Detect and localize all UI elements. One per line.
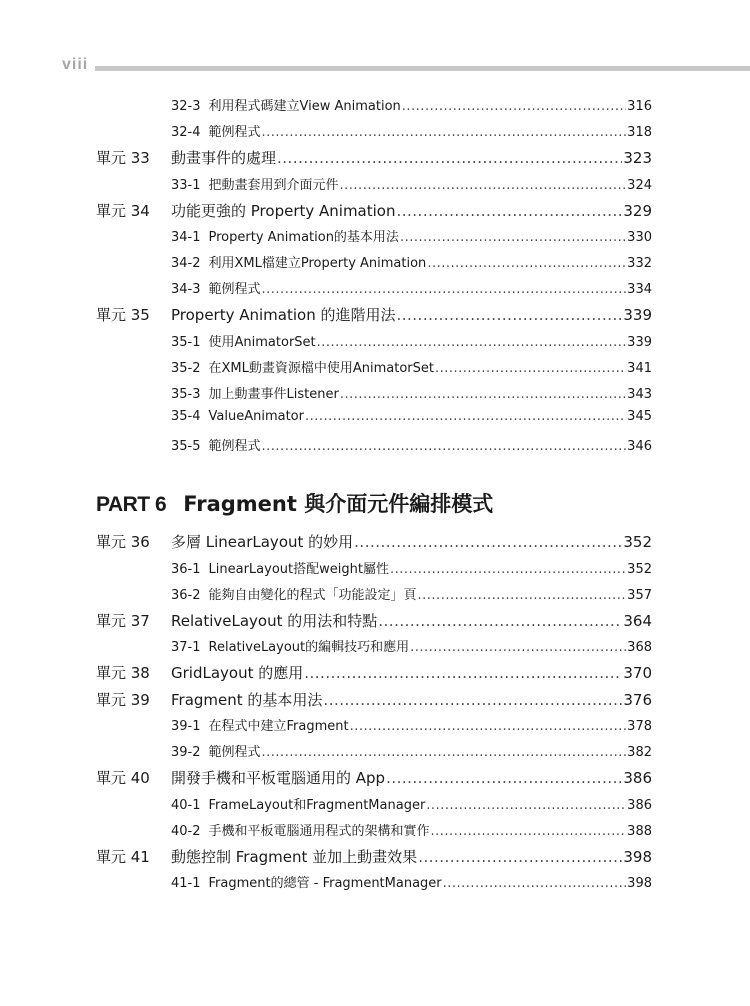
entry-title: Fragment 的基本用法 [171, 690, 323, 709]
unit-label: 單元 36 [96, 533, 150, 551]
toc-section-entry [96, 357, 652, 383]
unit-label: 單元 40 [96, 769, 150, 787]
page-ref: 352 [627, 561, 652, 577]
section-number: 32-4 [171, 125, 201, 140]
section-number: 35-2 [171, 360, 201, 376]
unit-label: 單元 34 [96, 201, 150, 220]
entry-title: 把動畫套用到介面元件 [208, 177, 339, 193]
entry-title: 利用程式碼建立View Animation [208, 99, 401, 114]
page-ref: 382 [627, 745, 652, 760]
toc-section-entry [96, 409, 652, 435]
toc-section-entry [96, 435, 652, 461]
toc-section-entry [96, 872, 652, 898]
dot-leader [400, 230, 626, 245]
dot-leader [277, 149, 622, 167]
page-ref: 398 [623, 847, 652, 866]
page-ref: 357 [627, 587, 652, 603]
page-ref: 339 [627, 334, 652, 350]
entry-title: Property Animation的基本用法 [208, 230, 399, 245]
dot-leader [317, 335, 627, 350]
page-ref: 386 [627, 797, 652, 813]
toc-unit-entry [96, 689, 652, 716]
unit-label: 單元 37 [96, 611, 150, 630]
dot-leader [304, 664, 622, 682]
dot-leader [354, 533, 622, 551]
dot-leader [340, 178, 627, 193]
entry-title: RelativeLayout的編輯技巧和應用 [208, 640, 410, 655]
toc-list-top [96, 95, 652, 461]
unit-label: 單元 39 [96, 690, 150, 709]
toc-unit-entry [96, 531, 652, 558]
toc-list-bottom [96, 531, 652, 898]
page-ref: 316 [627, 99, 652, 114]
entry-title: 在XML動畫資源檔中使用AnimatorSet [208, 360, 434, 376]
toc-section-entry [96, 252, 652, 278]
dot-leader [350, 719, 627, 734]
page-number: viii [62, 56, 89, 73]
page-ref: 343 [627, 386, 652, 402]
entry-title: Fragment的總管 - FragmentManager [208, 876, 442, 891]
entry-title: 多層 LinearLayout 的妙用 [171, 533, 354, 551]
entry-title: FrameLayout和FragmentManager [208, 797, 426, 813]
toc-unit-entry [96, 610, 652, 637]
page-ref: 324 [627, 177, 652, 193]
toc-section-entry [96, 226, 652, 252]
dot-leader [390, 562, 626, 577]
page-ref: 339 [623, 306, 652, 324]
entry-title: GridLayout 的應用 [171, 664, 304, 682]
dot-leader [396, 306, 622, 324]
part-title: Fragment 與介面元件編排模式 [183, 492, 494, 516]
page-ref: 346 [627, 438, 652, 454]
page-ref: 332 [627, 256, 652, 271]
page-ref: 318 [627, 125, 652, 140]
entry-title: 範例程式 [208, 438, 261, 454]
page-ref: 378 [627, 719, 652, 734]
dot-leader [378, 612, 622, 630]
toc-unit-entry [96, 304, 652, 331]
section-number: 35-4 [171, 408, 201, 424]
dot-leader [418, 588, 627, 603]
entry-title: 使用AnimatorSet [208, 334, 316, 350]
entry-title: 能夠自由變化的程式「功能設定」頁 [208, 587, 417, 603]
dot-leader [410, 640, 626, 655]
page-ref: 329 [623, 201, 652, 220]
toc-unit-entry [96, 200, 652, 227]
toc-section-entry [96, 121, 652, 147]
dot-leader [305, 409, 626, 424]
section-number: 36-1 [171, 561, 201, 577]
toc-section-entry [96, 794, 652, 820]
dot-leader [435, 361, 626, 376]
dot-leader [262, 282, 627, 297]
toc-section-entry [96, 584, 652, 610]
page-ref: 341 [627, 360, 652, 376]
dot-leader [262, 745, 627, 760]
toc-section-entry [96, 278, 652, 304]
page-ref: 323 [623, 149, 652, 167]
page-ref: 388 [627, 823, 652, 839]
page-ref: 330 [627, 230, 652, 245]
toc-section-entry [96, 174, 652, 200]
dot-leader [427, 256, 626, 271]
dot-leader [340, 387, 626, 402]
toc-unit-entry [96, 846, 652, 873]
dot-leader [443, 876, 627, 891]
dot-leader [396, 202, 622, 220]
part-label: PART 6 [96, 493, 167, 516]
page-ref: 345 [627, 408, 652, 424]
entry-title: 動態控制 Fragment 並加上動畫效果 [171, 847, 418, 866]
entry-title: 功能更強的 Property Animation [171, 201, 396, 220]
toc-unit-entry [96, 767, 652, 794]
entry-title: 範例程式 [208, 745, 261, 760]
section-number: 34-2 [171, 256, 201, 271]
section-number: 34-3 [171, 282, 201, 297]
entry-title: 範例程式 [208, 282, 261, 297]
page-ref: 334 [627, 282, 652, 297]
section-number: 33-1 [171, 177, 201, 193]
entry-title: 加上動畫事件Listener [208, 386, 339, 402]
toc-section-entry [96, 820, 652, 846]
section-number: 32-3 [171, 99, 201, 114]
dot-leader [402, 99, 626, 114]
section-number: 39-1 [171, 719, 201, 734]
page-ref: 376 [623, 690, 652, 709]
dot-leader [323, 691, 622, 709]
page-ref: 368 [627, 640, 652, 655]
section-number: 35-3 [171, 386, 201, 402]
entry-title: 開發手機和平板電腦通用的 App [171, 769, 386, 787]
page-ref: 370 [623, 664, 652, 682]
dot-leader [426, 798, 626, 813]
toc-section-entry [96, 558, 652, 584]
entry-title: 範例程式 [208, 125, 261, 140]
page-ref: 352 [623, 533, 652, 551]
toc-section-entry [96, 715, 652, 741]
page-ref: 386 [623, 769, 652, 787]
unit-label: 單元 33 [96, 149, 150, 167]
dot-leader [431, 824, 627, 839]
section-number: 41-1 [171, 876, 201, 891]
toc-unit-entry [96, 662, 652, 689]
toc-section-entry [96, 636, 652, 662]
entry-title: 動畫事件的處理 [171, 149, 277, 167]
entry-title: ValueAnimator [208, 408, 304, 424]
unit-label: 單元 38 [96, 664, 150, 682]
toc-section-entry [96, 741, 652, 767]
section-number: 37-1 [171, 640, 201, 655]
dot-leader [262, 125, 627, 140]
page-ref: 364 [623, 611, 652, 630]
dot-leader [418, 848, 622, 866]
toc-section-entry [96, 95, 652, 121]
header-rule [95, 66, 750, 71]
entry-title: LinearLayout搭配weight屬性 [208, 561, 389, 577]
page-header [0, 52, 750, 82]
unit-label: 單元 35 [96, 306, 150, 324]
dot-leader [262, 439, 627, 454]
part-heading [96, 488, 493, 518]
section-number: 34-1 [171, 230, 201, 245]
entry-title: 在程式中建立Fragment [208, 719, 349, 734]
entry-title: RelativeLayout 的用法和特點 [171, 611, 378, 630]
entry-title: 手機和平板電腦通用程式的架構和實作 [208, 823, 430, 839]
page-ref: 398 [627, 876, 652, 891]
toc-unit-entry [96, 147, 652, 174]
section-number: 39-2 [171, 745, 201, 760]
unit-label: 單元 41 [96, 847, 150, 866]
section-number: 40-2 [171, 823, 201, 839]
section-number: 36-2 [171, 587, 201, 603]
entry-title: 利用XML檔建立Property Animation [208, 256, 427, 271]
section-number: 40-1 [171, 797, 201, 813]
section-number: 35-1 [171, 334, 201, 350]
toc-section-entry [96, 331, 652, 357]
toc-section-entry [96, 383, 652, 409]
section-number: 35-5 [171, 438, 201, 454]
dot-leader [386, 769, 622, 787]
entry-title: Property Animation 的進階用法 [171, 306, 396, 324]
